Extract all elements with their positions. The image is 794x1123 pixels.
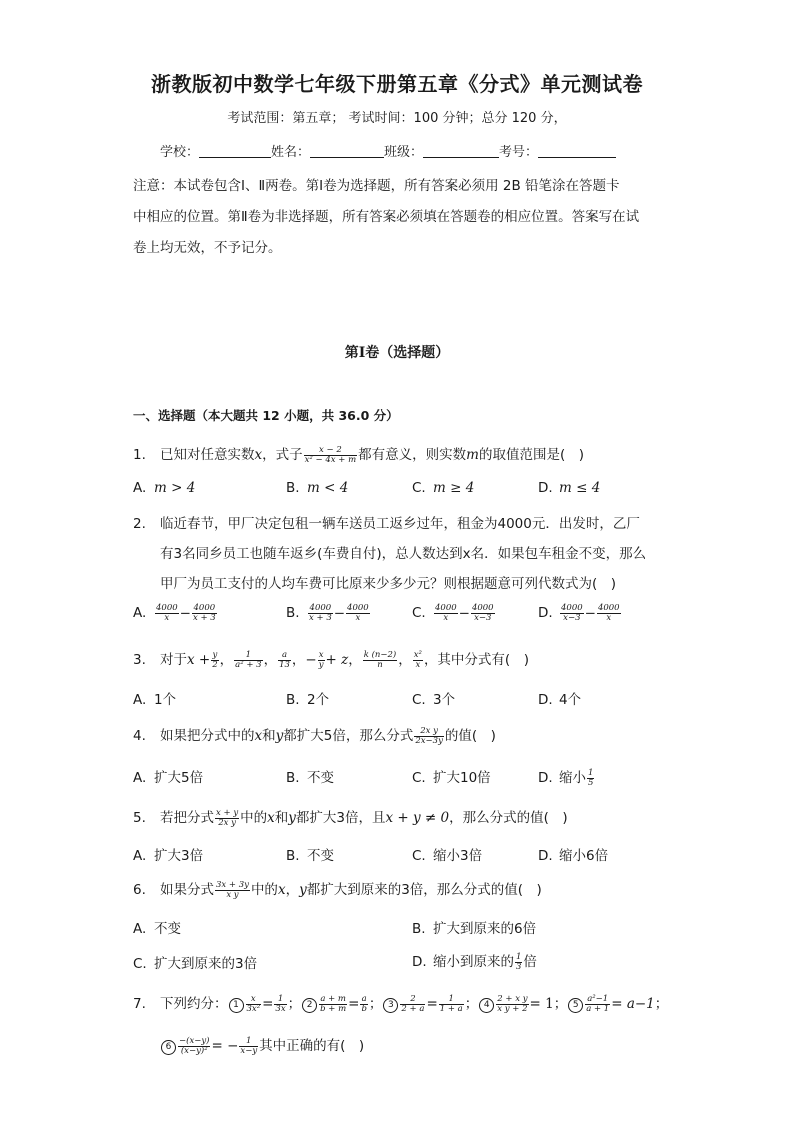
question-number: 1. bbox=[133, 447, 146, 463]
id-blank[interactable] bbox=[538, 144, 616, 158]
circled-number: 3 bbox=[383, 998, 398, 1013]
school-blank[interactable] bbox=[199, 144, 271, 158]
option-b[interactable]: B. 2个 bbox=[286, 692, 330, 708]
option-a[interactable]: A. 不变 bbox=[133, 921, 181, 937]
option-b[interactable]: B. 扩大到原来的6倍 bbox=[412, 921, 537, 937]
option-c[interactable]: C. m ≥ 4 bbox=[412, 480, 475, 496]
question-7: 7. 下列约分： 1 $\frac{x}{\text{3x²}}$ = $\frac{1}{3x}$ ； 2 $\frac{a + m}{b + m}$ = $\frac{a}{b}$ ； 3 $\frac{2}{2 + a}$ = $\frac{1}{1 + a}$ ； 4 $\frac{\text{2 + x y}}{\text{x y + 2}}$ = 1； 5 $\frac{\text{a²−1}}{a + 1}$ = a−1； bbox=[133, 993, 669, 1014]
part-heading: 一、选择题（本大题共 12 小题，共 36.0 分） bbox=[133, 408, 399, 423]
class-label: 班级： bbox=[384, 145, 424, 160]
option-b[interactable]: B. $\frac{4000}{x + 3}$ − $\frac{4000}{x}$ bbox=[286, 603, 369, 623]
option-c[interactable]: C. 扩大10倍 bbox=[412, 770, 491, 786]
school-label: 学校： bbox=[160, 145, 200, 160]
class-blank[interactable] bbox=[423, 144, 499, 158]
option-d[interactable]: D. 4个 bbox=[538, 692, 582, 708]
question-7-line-2: 6 $\frac{-(x-y)}{\text{(x−y)²}}$ = − $\frac{1}{x-y}$ 其中正确的有( ) bbox=[160, 1034, 364, 1055]
question-3: 3. 对于x + $\frac{y}{2}$ ， $\frac{1}{\text{a² + 3}}$ ， $\frac{a}{13}$ ，− $\frac{x}{y}$ + z， $\frac{k (n-2)}{n}$ ， $\frac{\text{x²}}{x}$ ，其中分式有( ) bbox=[133, 649, 529, 670]
name-label: 姓名： bbox=[271, 145, 311, 160]
option-d[interactable]: D. 缩小 $\frac{1}{5}$ bbox=[538, 767, 594, 788]
question-number: 2. bbox=[133, 516, 146, 532]
id-label: 考号： bbox=[499, 145, 539, 160]
option-d[interactable]: D. $\frac{4000}{x-3}$ − $\frac{4000}{x}$ bbox=[538, 603, 620, 623]
question-number: 7. bbox=[133, 996, 146, 1012]
fraction: $\frac{x - 2}{\text{x² − 4x + m}}$ bbox=[304, 444, 357, 465]
question-number: 3. bbox=[133, 652, 146, 668]
option-c[interactable]: C. $\frac{4000}{x}$ − $\frac{4000}{x-3}$ bbox=[412, 603, 494, 623]
student-fields bbox=[160, 141, 616, 160]
option-d[interactable]: D. 缩小6倍 bbox=[538, 848, 609, 864]
option-a[interactable]: A. 1个 bbox=[133, 692, 177, 708]
section-title: 第Ⅰ卷（选择题） bbox=[344, 345, 450, 361]
question-6: 6. 如果分式 $\frac{3x + 3y}{\text{x y}}$ 中的x，y都扩大到原来的3倍，那么分式的值( ) bbox=[133, 879, 542, 900]
option-d[interactable]: D. 缩小到原来的 $\frac{1}{3}$ 倍 bbox=[412, 951, 537, 972]
option-a[interactable]: A. $\frac{4000}{x}$ − $\frac{4000}{x + 3}$ bbox=[133, 603, 216, 623]
circled-number: 5 bbox=[568, 998, 583, 1013]
question-number: 6. bbox=[133, 882, 146, 898]
option-b[interactable]: B. 不变 bbox=[286, 770, 334, 786]
circled-number: 2 bbox=[302, 998, 317, 1013]
option-c[interactable]: C. 3个 bbox=[412, 692, 456, 708]
question-4: 4. 如果把分式中的x和y都扩大5倍，那么分式 $\frac{\text{2x y}}{2x-3y}$ 的值( ) bbox=[133, 725, 496, 746]
notice-line: 中相应的位置。第Ⅱ卷为非选择题，所有答案必须填在答题卷的相应位置。答案写在试 bbox=[133, 209, 640, 225]
exam-info: 考试范围：第五章； 考试时间：100 分钟；总分 120 分， bbox=[227, 111, 567, 126]
option-a[interactable]: A. m > 4 bbox=[133, 480, 196, 496]
option-a[interactable]: A. 扩大3倍 bbox=[133, 848, 204, 864]
circled-number: 6 bbox=[161, 1040, 176, 1055]
question-text-line: 有3名同乡员工也随车返乡(车费自付)，总人数达到x名．如果包车租金不变，那么 bbox=[160, 546, 647, 562]
option-c[interactable]: C. 扩大到原来的3倍 bbox=[133, 956, 258, 972]
question-5: 5. 若把分式 $\frac{x + y}{\text{2x y}}$ 中的x和y都扩大3倍，且x + y ≠ 0，那么分式的值( ) bbox=[133, 807, 568, 828]
question-1: 1. 已知对任意实数x，式子 $\frac{x - 2}{\text{x² − 4x + m}}$ 都有意义，则实数m的取值范围是( ) bbox=[133, 444, 584, 465]
question-number: 5. bbox=[133, 810, 146, 826]
option-d[interactable]: D. m ≤ 4 bbox=[538, 480, 601, 496]
notice-line: 注意：本试卷包含Ⅰ、Ⅱ两卷。第Ⅰ卷为选择题，所有答案必须用 2B 铅笔涂在答题卡 bbox=[133, 178, 620, 194]
exam-title: 浙教版初中数学七年级下册第五章《分式》单元测试卷 bbox=[151, 72, 643, 96]
option-b[interactable]: B. m < 4 bbox=[286, 480, 349, 496]
circled-number: 1 bbox=[229, 998, 244, 1013]
option-c[interactable]: C. 缩小3倍 bbox=[412, 848, 483, 864]
question-2: 2. 临近春节，甲厂决定包租一辆车送员工返乡过年，租金为4000元．出发时，乙厂 bbox=[133, 516, 640, 532]
option-b[interactable]: B. 不变 bbox=[286, 848, 334, 864]
question-text-line: 甲厂为员工支付的人均车费可比原来少多少元？则根据题意可列代数式为( ) bbox=[160, 576, 617, 592]
option-a[interactable]: A. 扩大5倍 bbox=[133, 770, 204, 786]
question-number: 4. bbox=[133, 728, 146, 744]
name-blank[interactable] bbox=[310, 144, 384, 158]
circled-number: 4 bbox=[479, 998, 494, 1013]
notice-line: 卷上均无效，不予记分。 bbox=[133, 240, 282, 256]
